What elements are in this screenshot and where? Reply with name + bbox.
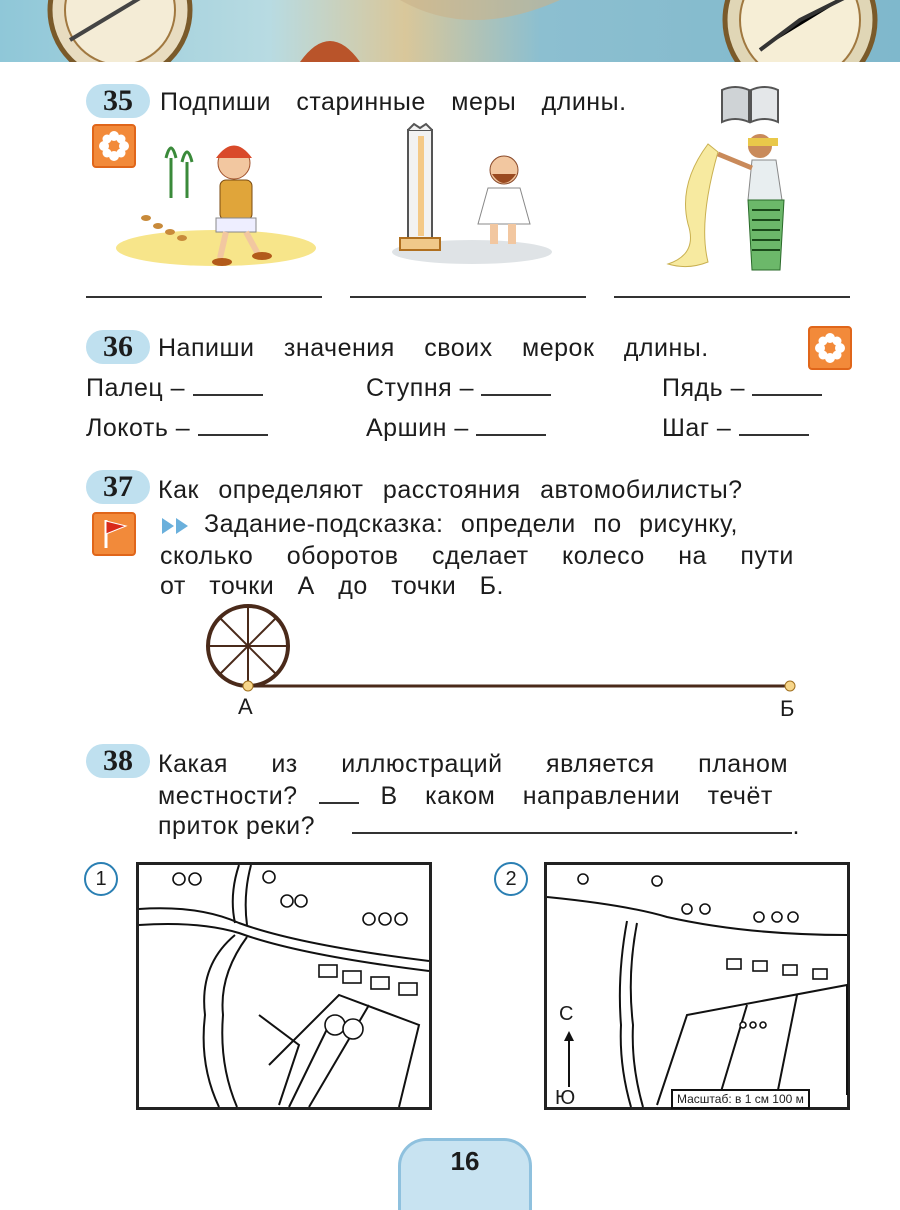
measure-finger-blank[interactable] <box>193 374 263 396</box>
measure-elbow <box>86 414 268 443</box>
wheel-diagram <box>200 610 820 690</box>
point-b-label: Б <box>780 696 795 721</box>
exercise-38-line-3-text: приток реки? <box>158 812 315 840</box>
measure-arshin-blank[interactable] <box>476 414 546 436</box>
roman-soldier-illustration <box>116 128 316 268</box>
map-1-number: 1 <box>84 862 118 896</box>
measure-finger-label: Палец – <box>86 374 186 402</box>
exercise-36-number: 36 <box>86 330 150 364</box>
exercise-38-line-2b-text: В каком направлении течёт <box>380 782 773 810</box>
exercise-38-line-1-text: Какая из иллюстраций является планом <box>158 750 789 778</box>
exercise-36-text <box>158 334 709 363</box>
map-1-drawing <box>139 865 429 1107</box>
flag-icon <box>92 512 136 556</box>
map-2-illustration <box>544 862 850 1110</box>
hint-arrow-icon <box>160 516 196 536</box>
page-number: 16 <box>450 1146 480 1176</box>
banner-art <box>0 0 900 62</box>
exercise-35-text-content: Подпиши старинные меры длины. <box>160 88 627 116</box>
exercise-38-number: 38 <box>86 744 150 778</box>
south-label: Ю <box>555 1087 576 1109</box>
map-2-number: 2 <box>494 862 528 896</box>
exercise-37-question <box>158 476 743 505</box>
measure-step-blank[interactable] <box>739 414 809 436</box>
exercise-38-line-3-end: . <box>792 812 800 840</box>
answer-line-3[interactable] <box>614 296 850 298</box>
point-a-label: А <box>238 694 254 719</box>
book-icon <box>720 84 780 124</box>
measure-foot-label: Ступня – <box>366 374 475 402</box>
measure-step-label: Шаг – <box>662 414 732 442</box>
exercise-37-hint-line-1 <box>204 510 738 539</box>
measure-elbow-blank[interactable] <box>198 414 268 436</box>
flower-icon-2 <box>808 326 852 370</box>
exercise-38-line-2a-text: местности? <box>158 782 298 810</box>
column-and-philosopher-illustration <box>392 122 562 267</box>
measure-step <box>662 414 809 443</box>
exercise-36-text-content: Напиши значения своих мерок длины. <box>158 334 709 362</box>
measure-span-label: Пядь – <box>662 374 745 402</box>
measure-arshin-label: Аршин – <box>366 414 469 442</box>
egyptian-woman-illustration <box>668 124 818 274</box>
exercise-35-number: 35 <box>86 84 150 118</box>
north-arrow-icon <box>561 1029 581 1089</box>
measure-finger <box>86 374 263 403</box>
answer-line-2[interactable] <box>350 296 586 298</box>
exercise-37-number: 37 <box>86 470 150 504</box>
measure-span-blank[interactable] <box>752 374 822 396</box>
exercise-37-hint-line-2-text: сколько оборотов сделает колесо на пути <box>160 542 794 570</box>
exercise-38-line-1 <box>158 750 788 779</box>
measure-span <box>662 374 822 403</box>
exercise-35-text <box>160 88 694 117</box>
map-scale-box: Масштаб: в 1 см 100 м <box>671 1089 810 1109</box>
map-2-drawing <box>547 865 847 1107</box>
exercise-37-question-text: Как определяют расстояния автомобилисты? <box>158 476 743 504</box>
top-banner-illustration <box>0 0 900 62</box>
measure-foot-blank[interactable] <box>481 374 551 396</box>
answer-line-1[interactable] <box>86 296 322 298</box>
measure-elbow-label: Локоть – <box>86 414 191 442</box>
flag-glyph <box>94 514 134 554</box>
map-1-illustration <box>136 862 432 1110</box>
measure-foot <box>366 374 551 403</box>
flower-glyph-2 <box>810 328 850 368</box>
exercise-37-hint-line-3-text: от точки А до точки Б. <box>160 572 504 600</box>
exercise-37-hint-line-1-text: Задание-подсказка: определи по рисунку, <box>204 510 738 538</box>
north-label: С <box>559 1003 574 1025</box>
measure-arshin <box>366 414 546 443</box>
exercise-38-line-2 <box>158 782 773 811</box>
exercise-38-line-3 <box>158 812 800 841</box>
direction-answer-blank[interactable] <box>352 812 792 834</box>
exercise-37-hint-line-3 <box>160 572 504 601</box>
exercise-37-hint-line-2 <box>160 542 794 571</box>
map-answer-blank[interactable] <box>319 782 359 804</box>
